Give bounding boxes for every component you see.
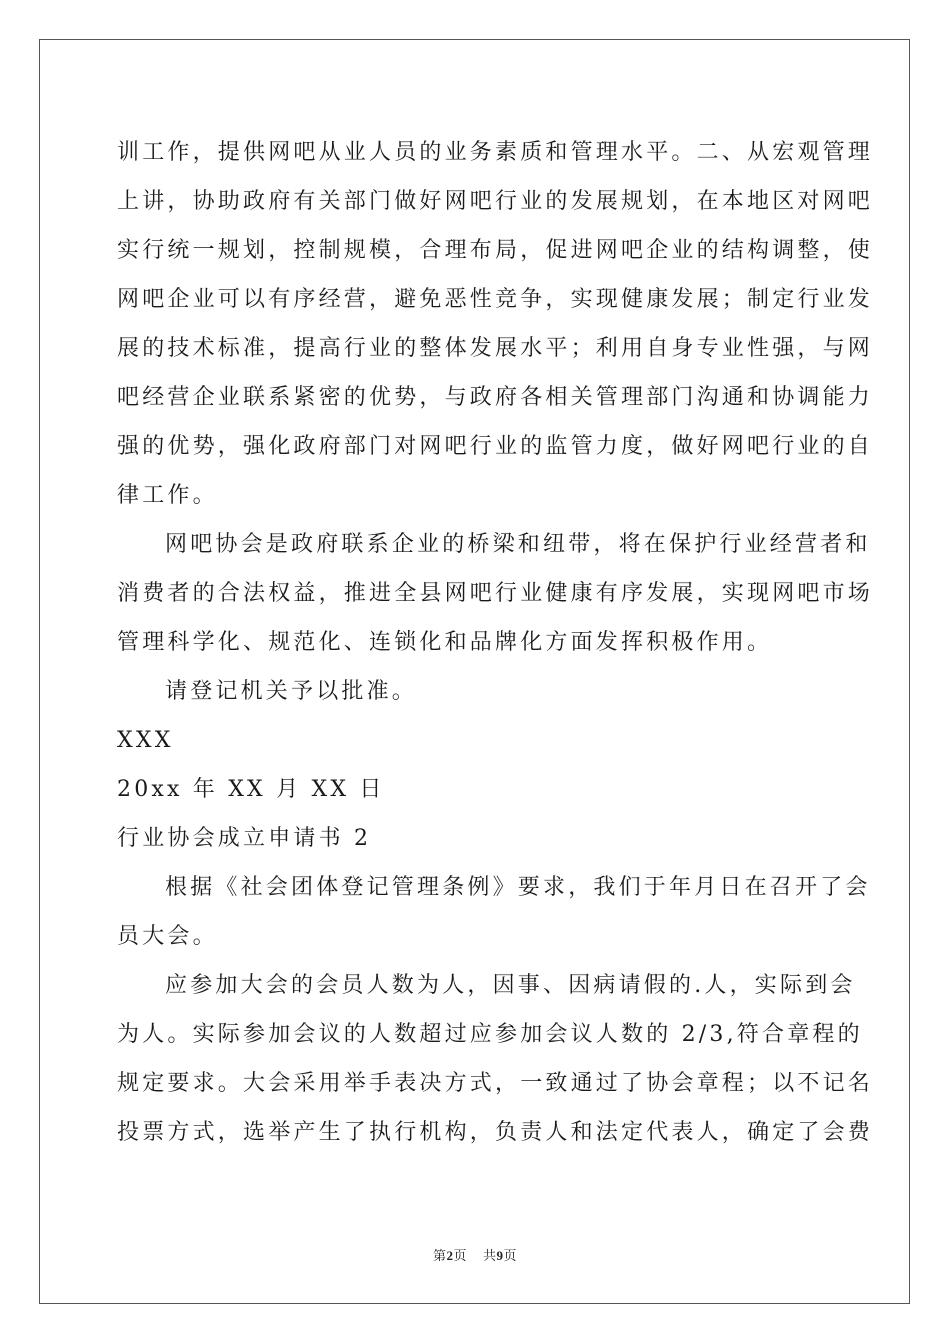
text-line: 展的技术标准，提高行业的整体发展水平；利用自身专业性强，与网 bbox=[117, 336, 874, 361]
text-line: 规定要求。大会采用举手表决方式，一致通过了协会章程；以不记名 bbox=[117, 1071, 874, 1096]
text-line: 上讲，协助政府有关部门做好网吧行业的发展规划，在本地区对网吧 bbox=[117, 189, 874, 214]
text-line: 消费者的合法权益，推进全县网吧行业健康有序发展，实现网吧市场 bbox=[117, 581, 874, 606]
text-line: 律工作。 bbox=[117, 483, 218, 508]
text-line: 网吧企业可以有序经营，避免恶性竞争，实现健康发展；制定行业发 bbox=[117, 287, 874, 312]
text-line: 为人。实际参加会议的人数超过应参加会议人数的 2/3,符合章程的 bbox=[117, 1022, 863, 1047]
text-line: 训工作，提供网吧从业人员的业务素质和管理水平。二、从宏观管理 bbox=[117, 140, 874, 165]
document-body bbox=[117, 128, 874, 1157]
text-line: 实行统一规划，控制规模，合理布局，促进网吧企业的结构调整，使 bbox=[117, 238, 874, 263]
text-line: 吧经营企业联系紧密的优势，与政府各相关管理部门沟通和协调能力 bbox=[117, 385, 874, 410]
page-footer bbox=[0, 1245, 950, 1264]
section-title: 行业协会成立申请书 2 bbox=[117, 826, 372, 851]
paragraph-start: 应参加大会的会员人数为人，因事、因病请假的.人，实际到会 bbox=[165, 973, 856, 998]
signatory: XXX bbox=[117, 728, 174, 753]
total-suffix: 页 bbox=[503, 1249, 518, 1264]
page-number: 2 bbox=[446, 1248, 454, 1263]
paragraph-start: 网吧协会是政府联系企业的桥梁和纽带，将在保护行业经营者和 bbox=[165, 532, 871, 557]
page-suffix: 页 bbox=[453, 1249, 467, 1264]
text-line: 投票方式，选举产生了执行机构，负责人和法定代表人，确定了会费 bbox=[117, 1120, 874, 1145]
approval-request: 请登记机关予以批准。 bbox=[165, 679, 418, 704]
page-prefix: 第 bbox=[432, 1249, 447, 1264]
date-line: 20xx 年 XX 月 XX 日 bbox=[117, 777, 385, 802]
text-line: 强的优势，强化政府部门对网吧行业的监管力度，做好网吧行业的自 bbox=[117, 434, 874, 459]
total-pages: 9 bbox=[496, 1248, 504, 1263]
text-line: 员大会。 bbox=[117, 924, 218, 949]
paragraph-start: 根据《社会团体登记管理条例》要求，我们于年月日在召开了会 bbox=[165, 875, 871, 900]
total-prefix: 共 bbox=[483, 1249, 497, 1264]
text-line: 管理科学化、规范化、连锁化和品牌化方面发挥积极作用。 bbox=[117, 630, 773, 655]
